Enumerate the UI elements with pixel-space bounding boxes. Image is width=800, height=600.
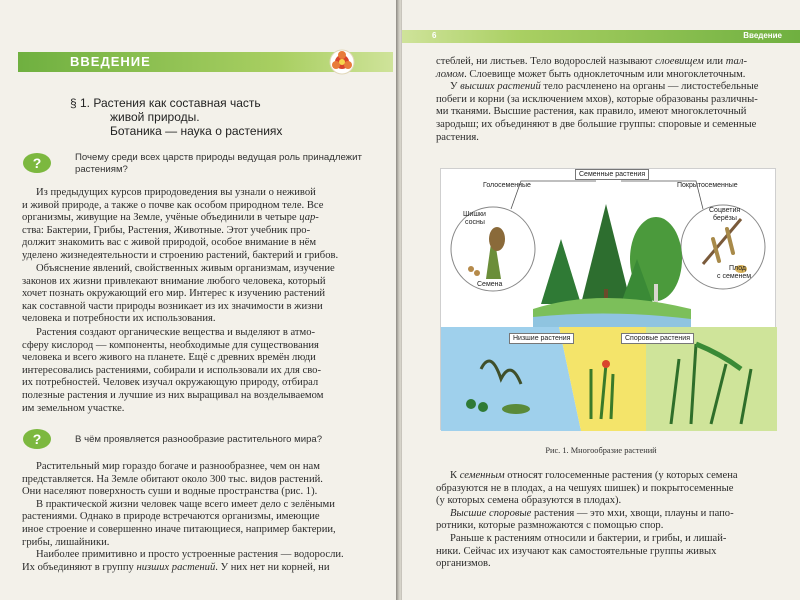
italic-term: семенным [459,470,505,481]
question-line: В чём проявляется разнообразие растительного мира? [75,434,323,445]
question-line: растениям? [75,164,128,175]
text-line: грибы, лишайники. [22,536,110,548]
section-heading-line: § 1. Растения как составная часть [70,96,261,110]
italic-term: слоевищем [655,56,704,67]
running-head: Введение [743,31,782,40]
section-heading [70,96,370,138]
text-line: хочет познать окружающий его мир. Интерес к изучению растений [22,288,326,300]
label-gymnosperms: Голосеменные [483,182,531,189]
text-span: Их объединяют в группу [22,561,137,573]
text-line: организмов. [436,558,491,570]
label-seeds: Семена [477,281,503,288]
text-line: Из предыдущих курсов природоведения вы узнали о неживой [36,187,316,198]
text-line: побеги и корни (за исключением мхов), которые образованы различны- [436,93,758,105]
text-line: растения. [436,131,479,143]
label-angiosperms: Покрытосеменные [677,182,738,189]
text-line: ротники, которые размножаются с помощью спор. [436,520,664,532]
text-line [436,508,738,521]
text-line: Растительный мир гораздо богаче и разнообразнее, чем он нам [36,461,320,472]
text-span: растения — это мхи, хвощи, плауны и папо- [531,507,734,519]
text-line [22,212,338,225]
text-line: уделено жизнедеятельности и строению растений, бактерий и грибов. [22,249,339,261]
text-line: человека и всего живого на планете. Ещё с древних времён люди [22,352,316,364]
label-cones-line2: сосны [465,219,485,226]
question-1 [75,152,362,176]
text-line: их потребностей. Человек изучал окружающую природу, отбирал [22,377,319,389]
paragraph-3 [22,327,323,415]
text-line: законов их жизни привлекают внимание любого человека, который [22,275,326,287]
chapter-title: ВВЕДЕНИЕ [70,54,151,69]
left-page [0,0,398,600]
text-line: ства: Бактерии, Грибы, Растения, Животные. Этот учебник про- [22,224,311,236]
italic-term: низших растений [136,561,216,573]
label-cones-line1: Шишки [463,211,486,218]
question-badge-icon [22,152,52,174]
text-line [436,69,758,82]
text-line: как составной части природы возникает из их значимости в жизни [22,300,323,312]
text-line: В практической жизни человек чаще всего имеет дело с зелёными [36,498,335,510]
question-line: Почему среди всех царств природы ведущая роль принадлежит [75,152,362,163]
section-heading-line: живой природы. [110,110,200,124]
text-line: человека и потребности их использования. [22,313,216,325]
italic-term: тал- [725,56,747,67]
italic-term: высших растений [460,81,541,93]
text-line: (у которых семена образуются в плодах). [436,495,622,507]
label-birch-line1: Соцветия [709,207,741,214]
text-line: Они населяют поверхность суши и водные пространства (рис. 1). [22,486,318,498]
flower-emblem-icon [328,49,356,75]
text-line [436,56,758,69]
text-line: зародыш; их объединяют в две большие группы: споровые и семенные [436,118,757,130]
italic-term: Высшие споровые [450,507,532,519]
label-seed-plants: Семенные растения [575,169,649,180]
text-line: представляется. На Земле обитают около 300 тыс. видов растений. [22,473,323,485]
label-spore-plants: Споровые растения [621,333,694,344]
text-span: организмы, живущие на Земле, учёные объединили в четыре [22,212,300,224]
figure-caption: Рис. 1. Многообразие растений [545,446,657,455]
text-line: растениями. Однако в природе встречаются организмы, имеющие [22,511,320,523]
right-page [402,0,800,600]
svg-text:?: ? [32,155,42,171]
label-fruit-line2: с семенем [717,273,752,280]
paragraph-2 [22,263,335,326]
text-span: К [450,470,460,481]
right-paragraph-bottom [436,470,738,571]
text-line: и живой природе, а также о почве как особом природном теле. Все [22,199,324,211]
question-badge-icon [22,428,52,450]
paragraph-1 [22,187,338,263]
text-line [436,81,758,94]
text-line: Растения создают органические вещества и выделяют в атмо- [36,327,316,338]
text-line: Раньше к растениям относили и бактерии, и грибы, и лишай- [450,532,727,544]
text-span: тело расчленено на органы — листостебельные [540,81,759,93]
running-head-band [402,30,800,43]
italic-term: цар- [299,212,319,224]
plant-diversity-figure [440,168,776,430]
italic-term: ломом [436,68,465,80]
svg-text:?: ? [32,431,42,447]
text-span: . У них нет ни корней, ни [215,561,330,573]
page-number: 6 [432,31,437,40]
label-lower-plants: Низшие растения [509,333,574,344]
label-fruit-line1: Плод [729,265,747,272]
text-line [436,470,738,483]
text-span: или [703,56,726,67]
text-line [22,562,344,575]
text-line: им земельном участке. [22,402,125,414]
section-heading-line: Ботаника — наука о растениях [110,124,283,138]
paragraph-4 [22,461,344,574]
text-span: . Слоевище может быть одноклеточным или многоклеточным. [464,68,746,80]
text-line: полезные растения и лучшие из них выращивал на возделываемом [22,389,324,401]
text-line: ми тканями. Высшие растения, как правило, имеют многоклеточный [436,106,747,118]
text-line: образуются не в плодах, а на чешуях шишек) и покрытосеменные [436,482,734,494]
text-line: сферу кислород — компоненты, необходимые для существования [22,339,319,351]
text-line: ники. Сейчас их изучают как самостоятельные группы живых [436,545,717,557]
text-line: интересовались растениями, собирали и использовали их для сво- [22,364,321,376]
text-line: иное строение и совершенно иначе питающиеся, например бактерии, [22,523,336,535]
right-paragraph-top [436,56,758,144]
text-span: относят голосеменные растения (у которых семена [504,470,738,481]
label-birch-line2: берёзы [713,215,737,222]
question-2 [75,434,322,446]
text-line: Объяснение явлений, свойственных живым организмам, изучение [36,263,335,274]
text-line: Наиболее примитивно и просто устроенные растения — водоросли. [36,549,344,561]
text-line: должит знакомить вас с живой природой, особое внимание в нём [22,237,317,249]
text-span: У [450,81,461,93]
text-span: стеблей, ни листьев. Тело водорослей называют [436,56,655,67]
